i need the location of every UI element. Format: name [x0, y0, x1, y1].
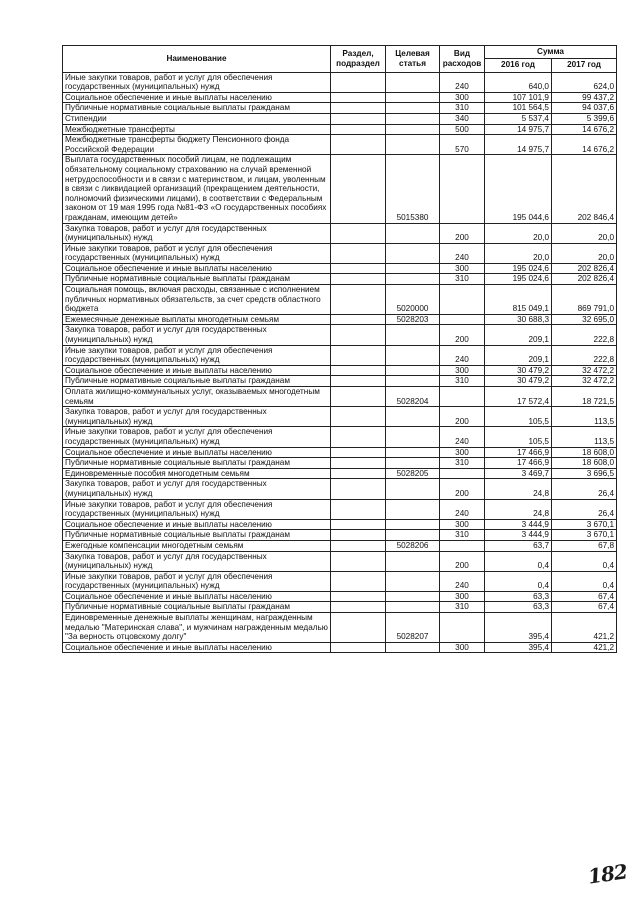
cell-name: Публичные нормативные социальные выплаты гражданам	[63, 458, 331, 469]
table-row	[63, 591, 617, 602]
table-row	[63, 458, 617, 469]
cell-2016: 14 975,7	[485, 135, 552, 155]
cell-section	[331, 155, 386, 223]
cell-name: Иные закупки товаров, работ и услуг для обеспечения государственных (муниципальных) нужд	[63, 499, 331, 519]
cell-name: Социальная помощь, включая расходы, связанные с исполнением публичных нормативных обязательств, за счет средств областного бюджета	[63, 285, 331, 315]
cell-expense: 500	[440, 124, 485, 135]
cell-target: 5028205	[386, 468, 440, 479]
cell-target	[386, 365, 440, 376]
cell-expense: 200	[440, 479, 485, 499]
cell-target	[386, 92, 440, 103]
cell-expense: 300	[440, 263, 485, 274]
cell-target	[386, 103, 440, 114]
cell-name: Иные закупки товаров, работ и услуг для обеспечения государственных (муниципальных) нужд	[63, 243, 331, 263]
cell-section	[331, 274, 386, 285]
cell-section	[331, 571, 386, 591]
cell-name: Оплата жилищно-коммунальных услуг, оказываемых многодетным семьям	[63, 387, 331, 407]
cell-2016: 30 479,2	[485, 376, 552, 387]
cell-section	[331, 103, 386, 114]
cell-2016: 3 444,9	[485, 530, 552, 541]
cell-expense	[440, 314, 485, 325]
cell-2017: 222,8	[552, 325, 617, 345]
header-target: Целевая статья	[386, 46, 440, 73]
table-row	[63, 345, 617, 365]
cell-section	[331, 376, 386, 387]
cell-section	[331, 642, 386, 653]
cell-2017: 14 676,2	[552, 135, 617, 155]
cell-2016: 63,3	[485, 602, 552, 613]
cell-section	[331, 124, 386, 135]
cell-section	[331, 92, 386, 103]
cell-expense: 310	[440, 103, 485, 114]
cell-2017: 32 695,0	[552, 314, 617, 325]
cell-2016: 101 564,5	[485, 103, 552, 114]
table-row	[63, 551, 617, 571]
cell-expense: 240	[440, 427, 485, 447]
cell-target: 5028206	[386, 540, 440, 551]
cell-target	[386, 427, 440, 447]
cell-name: Социальное обеспечение и иные выплаты населению	[63, 263, 331, 274]
cell-2017: 3 670,1	[552, 519, 617, 530]
table-row	[63, 407, 617, 427]
cell-target	[386, 263, 440, 274]
cell-expense	[440, 387, 485, 407]
cell-2017: 113,5	[552, 427, 617, 447]
table-row	[63, 571, 617, 591]
cell-expense: 200	[440, 223, 485, 243]
cell-target	[386, 345, 440, 365]
table-row	[63, 602, 617, 613]
cell-section	[331, 223, 386, 243]
table-row	[63, 223, 617, 243]
header-expense: Вид расходов	[440, 46, 485, 73]
cell-section	[331, 479, 386, 499]
cell-2016: 14 975,7	[485, 124, 552, 135]
cell-expense: 300	[440, 365, 485, 376]
cell-expense: 300	[440, 591, 485, 602]
cell-2016: 63,3	[485, 591, 552, 602]
cell-expense: 240	[440, 571, 485, 591]
cell-section	[331, 458, 386, 469]
header-row	[63, 46, 617, 59]
cell-2017: 18 608,0	[552, 458, 617, 469]
cell-expense: 300	[440, 519, 485, 530]
table-row	[63, 540, 617, 551]
cell-expense: 240	[440, 345, 485, 365]
cell-2017: 20,0	[552, 223, 617, 243]
cell-2016: 17 466,9	[485, 458, 552, 469]
cell-expense: 310	[440, 458, 485, 469]
cell-2016: 3 469,7	[485, 468, 552, 479]
table-row	[63, 72, 617, 92]
table-row	[63, 103, 617, 114]
cell-target: 5028207	[386, 613, 440, 643]
cell-target	[386, 113, 440, 124]
table-row	[63, 376, 617, 387]
cell-expense: 310	[440, 602, 485, 613]
cell-target	[386, 591, 440, 602]
cell-2016: 107 101,9	[485, 92, 552, 103]
cell-section	[331, 263, 386, 274]
cell-2017: 202 846,4	[552, 155, 617, 223]
cell-expense: 310	[440, 376, 485, 387]
cell-target	[386, 447, 440, 458]
cell-name: Выплата государственных пособий лицам, не подлежащим обязательному социальному страхованию на случай временной нетрудоспособности и в связи с материнством, и лицам, уволенным в связи с ликвидацией организаций (прекращением деятельности, полномочий физическими лицами), в соответствии с Федеральным законом от 19 мая 1995 года №81-ФЗ «О государственных пособиях гражданам, имеющим детей»	[63, 155, 331, 223]
cell-section	[331, 72, 386, 92]
cell-section	[331, 530, 386, 541]
table-row	[63, 325, 617, 345]
cell-expense	[440, 155, 485, 223]
cell-name: Закупка товаров, работ и услуг для государственных (муниципальных) нужд	[63, 479, 331, 499]
cell-name: Иные закупки товаров, работ и услуг для обеспечения государственных (муниципальных) нужд	[63, 72, 331, 92]
cell-section	[331, 602, 386, 613]
cell-name: Публичные нормативные социальные выплаты гражданам	[63, 602, 331, 613]
cell-target: 5028204	[386, 387, 440, 407]
cell-name: Стипендии	[63, 113, 331, 124]
cell-2016: 30 688,3	[485, 314, 552, 325]
cell-section	[331, 243, 386, 263]
cell-2016: 5 537,4	[485, 113, 552, 124]
cell-target	[386, 124, 440, 135]
cell-2016: 24,8	[485, 479, 552, 499]
cell-name: Межбюджетные трансферты	[63, 124, 331, 135]
cell-expense: 240	[440, 243, 485, 263]
cell-2016: 395,4	[485, 613, 552, 643]
table-row	[63, 285, 617, 315]
table-row	[63, 613, 617, 643]
cell-name: Социальное обеспечение и иные выплаты населению	[63, 642, 331, 653]
cell-name: Закупка товаров, работ и услуг для государственных (муниципальных) нужд	[63, 551, 331, 571]
cell-2017: 99 437,2	[552, 92, 617, 103]
cell-2017: 421,2	[552, 613, 617, 643]
header-sum: Сумма	[485, 46, 617, 59]
table-row	[63, 124, 617, 135]
cell-2016: 20,0	[485, 223, 552, 243]
cell-2017: 0,4	[552, 571, 617, 591]
table-row	[63, 314, 617, 325]
cell-target	[386, 135, 440, 155]
cell-section	[331, 540, 386, 551]
table-row	[63, 274, 617, 285]
cell-2016: 209,1	[485, 325, 552, 345]
cell-section	[331, 285, 386, 315]
table-row	[63, 365, 617, 376]
cell-2017: 3 696,5	[552, 468, 617, 479]
cell-2017: 113,5	[552, 407, 617, 427]
table-row	[63, 263, 617, 274]
cell-section	[331, 551, 386, 571]
cell-name: Ежегодные компенсации многодетным семьям	[63, 540, 331, 551]
cell-2016: 105,5	[485, 427, 552, 447]
cell-2017: 26,4	[552, 499, 617, 519]
cell-target	[386, 479, 440, 499]
cell-2017: 32 472,2	[552, 365, 617, 376]
cell-name: Ежемесячные денежные выплаты многодетным семьям	[63, 314, 331, 325]
cell-target: 5020000	[386, 285, 440, 315]
cell-name: Публичные нормативные социальные выплаты гражданам	[63, 274, 331, 285]
header-name: Наименование	[63, 46, 331, 73]
cell-section	[331, 613, 386, 643]
cell-name: Публичные нормативные социальные выплаты гражданам	[63, 530, 331, 541]
cell-section	[331, 113, 386, 124]
cell-target	[386, 519, 440, 530]
cell-section	[331, 519, 386, 530]
cell-2017: 18 608,0	[552, 447, 617, 458]
cell-2016: 20,0	[485, 243, 552, 263]
cell-2016: 105,5	[485, 407, 552, 427]
cell-name: Закупка товаров, работ и услуг для государственных (муниципальных) нужд	[63, 325, 331, 345]
cell-name: Иные закупки товаров, работ и услуг для обеспечения государственных (муниципальных) нужд	[63, 427, 331, 447]
cell-section	[331, 314, 386, 325]
cell-2017: 94 037,6	[552, 103, 617, 114]
cell-name: Единовременные денежные выплаты женщинам, награжденным медалью "Материнская слава", и мужчинам награжденным медалью "За верность отцовскому долгу"	[63, 613, 331, 643]
cell-expense: 200	[440, 551, 485, 571]
table-row	[63, 499, 617, 519]
cell-name: Социальное обеспечение и иные выплаты населению	[63, 591, 331, 602]
cell-2017: 869 791,0	[552, 285, 617, 315]
cell-target: 5028203	[386, 314, 440, 325]
header-year-2016: 2016 год	[485, 58, 552, 72]
cell-target	[386, 72, 440, 92]
cell-section	[331, 591, 386, 602]
cell-expense: 310	[440, 274, 485, 285]
cell-expense: 310	[440, 530, 485, 541]
table-row	[63, 519, 617, 530]
cell-2016: 640,0	[485, 72, 552, 92]
cell-expense: 240	[440, 72, 485, 92]
cell-expense	[440, 285, 485, 315]
table-row	[63, 135, 617, 155]
header-year-2017: 2017 год	[552, 58, 617, 72]
cell-2017: 3 670,1	[552, 530, 617, 541]
cell-section	[331, 135, 386, 155]
cell-name: Иные закупки товаров, работ и услуг для обеспечения государственных (муниципальных) нужд	[63, 571, 331, 591]
cell-2016: 30 479,2	[485, 365, 552, 376]
cell-section	[331, 499, 386, 519]
cell-2017: 624,0	[552, 72, 617, 92]
cell-name: Социальное обеспечение и иные выплаты населению	[63, 92, 331, 103]
cell-target	[386, 602, 440, 613]
cell-target	[386, 243, 440, 263]
table-row	[63, 92, 617, 103]
cell-expense: 200	[440, 407, 485, 427]
cell-2017: 14 676,2	[552, 124, 617, 135]
cell-2016: 0,4	[485, 571, 552, 591]
cell-section	[331, 345, 386, 365]
cell-2017: 32 472,2	[552, 376, 617, 387]
cell-expense	[440, 540, 485, 551]
cell-expense: 340	[440, 113, 485, 124]
cell-section	[331, 407, 386, 427]
cell-section	[331, 365, 386, 376]
cell-name: Единовременные пособия многодетным семьям	[63, 468, 331, 479]
cell-target	[386, 458, 440, 469]
cell-2017: 26,4	[552, 479, 617, 499]
cell-2016: 395,4	[485, 642, 552, 653]
cell-name: Социальное обеспечение и иные выплаты населению	[63, 519, 331, 530]
cell-target	[386, 376, 440, 387]
table-row	[63, 427, 617, 447]
cell-target	[386, 325, 440, 345]
cell-name: Публичные нормативные социальные выплаты гражданам	[63, 376, 331, 387]
cell-name: Межбюджетные трансферты бюджету Пенсионного фонда Российской Федерации	[63, 135, 331, 155]
cell-target	[386, 407, 440, 427]
cell-2016: 3 444,9	[485, 519, 552, 530]
cell-expense: 570	[440, 135, 485, 155]
cell-expense: 300	[440, 447, 485, 458]
cell-2017: 5 399,6	[552, 113, 617, 124]
cell-2016: 195 024,6	[485, 274, 552, 285]
table-row	[63, 468, 617, 479]
cell-2016: 0,4	[485, 551, 552, 571]
cell-name: Публичные нормативные социальные выплаты гражданам	[63, 103, 331, 114]
table-row	[63, 530, 617, 541]
cell-2017: 67,4	[552, 591, 617, 602]
cell-target	[386, 642, 440, 653]
cell-2017: 67,4	[552, 602, 617, 613]
cell-name: Закупка товаров, работ и услуг для государственных (муниципальных) нужд	[63, 223, 331, 243]
cell-2017: 222,8	[552, 345, 617, 365]
cell-target	[386, 499, 440, 519]
cell-2016: 209,1	[485, 345, 552, 365]
cell-2016: 17 466,9	[485, 447, 552, 458]
header-section: Раздел, подраздел	[331, 46, 386, 73]
cell-name: Социальное обеспечение и иные выплаты населению	[63, 447, 331, 458]
cell-target	[386, 223, 440, 243]
cell-2016: 195 044,6	[485, 155, 552, 223]
cell-2017: 202 826,4	[552, 274, 617, 285]
table-row	[63, 642, 617, 653]
cell-name: Закупка товаров, работ и услуг для государственных (муниципальных) нужд	[63, 407, 331, 427]
cell-expense: 300	[440, 92, 485, 103]
cell-target	[386, 571, 440, 591]
cell-2017: 67,8	[552, 540, 617, 551]
cell-name: Социальное обеспечение и иные выплаты населению	[63, 365, 331, 376]
cell-2017: 0,4	[552, 551, 617, 571]
cell-section	[331, 447, 386, 458]
cell-name: Иные закупки товаров, работ и услуг для обеспечения государственных (муниципальных) нужд	[63, 345, 331, 365]
cell-target	[386, 530, 440, 541]
cell-target	[386, 551, 440, 571]
table-row	[63, 243, 617, 263]
cell-expense: 240	[440, 499, 485, 519]
cell-2016: 24,8	[485, 499, 552, 519]
cell-section	[331, 325, 386, 345]
cell-section	[331, 427, 386, 447]
cell-target	[386, 274, 440, 285]
table-row	[63, 387, 617, 407]
cell-2016: 815 049,1	[485, 285, 552, 315]
cell-2016: 63,7	[485, 540, 552, 551]
table-row	[63, 155, 617, 223]
cell-expense	[440, 613, 485, 643]
cell-expense: 200	[440, 325, 485, 345]
cell-target: 5015380	[386, 155, 440, 223]
table-row	[63, 479, 617, 499]
cell-2017: 421,2	[552, 642, 617, 653]
cell-section	[331, 387, 386, 407]
cell-expense: 300	[440, 642, 485, 653]
cell-2016: 195 024,6	[485, 263, 552, 274]
page-number: 182	[586, 859, 629, 889]
budget-table	[62, 45, 617, 653]
cell-expense	[440, 468, 485, 479]
table-row	[63, 447, 617, 458]
cell-2017: 20,0	[552, 243, 617, 263]
cell-2017: 202 826,4	[552, 263, 617, 274]
cell-2016: 17 572,4	[485, 387, 552, 407]
cell-2017: 18 721,5	[552, 387, 617, 407]
cell-section	[331, 468, 386, 479]
table-row	[63, 113, 617, 124]
